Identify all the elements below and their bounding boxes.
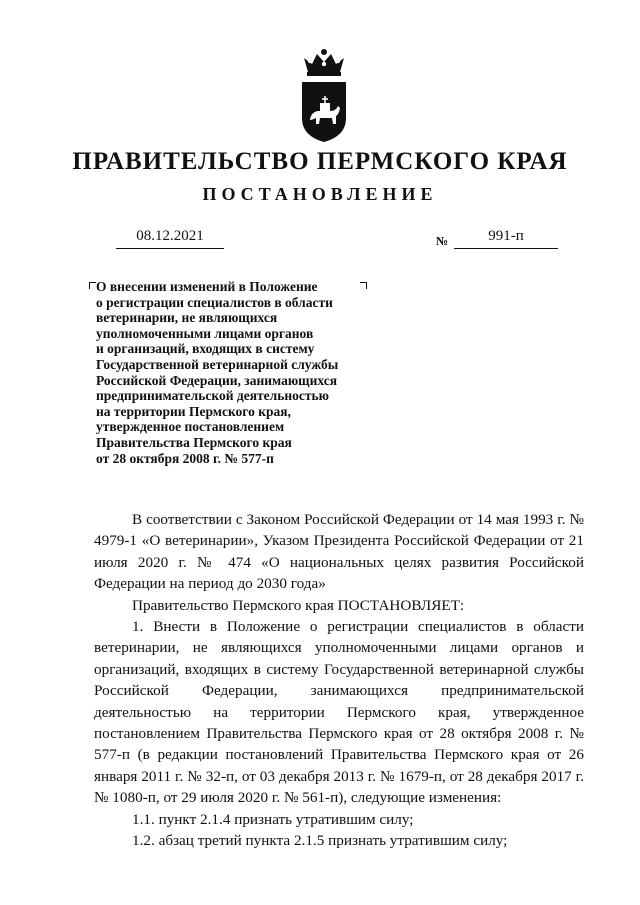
decree-line: Правительство Пермского края ПОСТАНОВЛЯЕТ:: [132, 596, 465, 614]
preamble-paragraph: В соответствии с Законом Российской Федерации от 14 мая 1993 г. № 4979-1 «О ветеринарии», Указом Президента Российской Федерации от 21 июля 2020 г. № 474 «О национальных целях развития Российской Федерации на период до 2030 года»: [94, 511, 584, 593]
government-title: ПРАВИТЕЛЬСТВО ПЕРМСКОГО КРАЯ: [72, 148, 568, 175]
coat-of-arms-emblem: [298, 48, 350, 144]
date-field: [116, 226, 224, 249]
number-sign: №: [436, 234, 449, 248]
document-date: 08.12.2021: [136, 228, 204, 244]
item-1-paragraph: 1. Внести в Положение о регистрации специалистов в области ветеринарии, не являющихся уполномоченными лицами органов и организаций, входящих в систему Государственной ветеринарной службы Российской Федерации, занимающихся предпринимательской деятельностью на территории Пермского края, утвержденное постановлением Правительства Пермского края от 28 октября 2008 г. № 577-п (в редакции постановлений Правительства Пермского края от 26 января 2011 г. № 32-п, от 03 декабря 2013 г. № 1679-п, от 28 декабря 2017 г. № 1080-п, от 29 июля 2020 г. № 561-п), следующие изменения:: [94, 618, 584, 807]
subject-line: О внесении изменений в Положение: [96, 279, 318, 294]
document-subject: [96, 279, 386, 466]
subject-line: Российской Федерации, занимающихся: [96, 372, 338, 388]
document-number: 991-п: [488, 228, 524, 244]
subject-corner-left: [89, 282, 96, 289]
subject-line: утвержденное постановлением: [96, 419, 285, 435]
number-field: [454, 226, 558, 249]
subject-line: от 28 октября 2008 г. № 577-п: [96, 450, 274, 466]
document-kind: ПОСТАНОВЛЕНИЕ: [202, 184, 438, 204]
subject-line: предпринимательской деятельностью: [96, 388, 329, 404]
subject-line: Государственной ветеринарной службы: [96, 356, 339, 372]
subject-line: и организаций, входящих в систему: [96, 341, 315, 357]
subject-line: на территории Пермского края,: [96, 403, 291, 419]
document-body: [94, 509, 584, 852]
subject-line: о регистрации специалистов в области: [96, 294, 333, 310]
item-1-2-paragraph: 1.2. абзац третий пункта 2.1.5 признать утратившим силу;: [132, 832, 508, 850]
subject-line: уполномоченными лицами органов: [96, 325, 314, 341]
subject-line: Правительства Пермского края: [96, 434, 292, 450]
item-1-1-paragraph: 1.1. пункт 2.1.4 признать утратившим силу;: [132, 810, 414, 828]
subject-line: ветеринарии, не являющихся: [96, 310, 278, 326]
